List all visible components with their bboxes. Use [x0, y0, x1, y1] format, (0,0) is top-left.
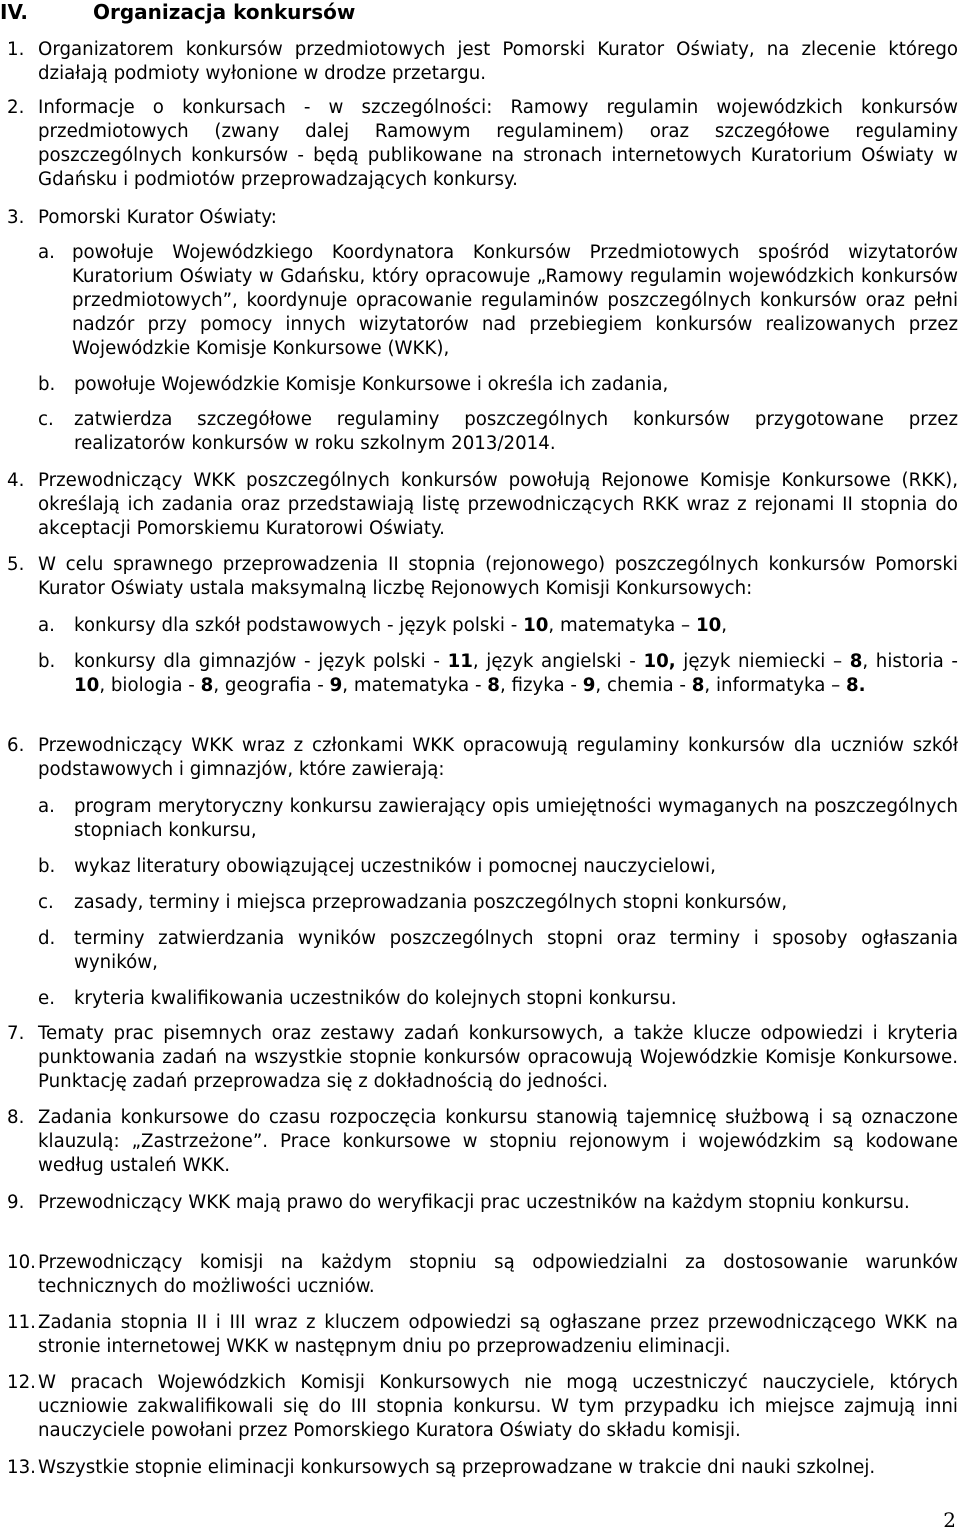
sub-item-letter: b. [38, 374, 56, 395]
list-item-9 [0, 1191, 958, 1215]
sub-item-6d [38, 927, 958, 975]
list-item-2 [0, 96, 958, 192]
sub-item-letter: a. [38, 796, 55, 817]
sub-item-text: konkursy dla szkół podstawowych - język polski - 10, matematyka – 10, [74, 615, 728, 636]
page-number: 2 [943, 1508, 956, 1532]
item-number: 2. [7, 97, 25, 118]
sub-item-3a [38, 241, 958, 361]
sub-item-6c [38, 891, 958, 915]
list-item-13 [0, 1456, 958, 1480]
list-item-5 [0, 553, 958, 601]
item-text: Przewodniczący komisji na każdym stopniu są odpowiedzialni za dostosowanie warunków technicznych do możliwości uczniów. [38, 1252, 958, 1297]
sub-item-letter: a. [38, 615, 55, 636]
list-item-7 [0, 1022, 958, 1094]
item-number: 11. [7, 1312, 36, 1333]
sub-item-letter: d. [38, 928, 56, 949]
section-number: IV. [0, 0, 28, 24]
sub-item-letter: c. [38, 409, 54, 430]
sub-item-letter: e. [38, 988, 55, 1009]
item-text: W pracach Wojewódzkich Komisji Konkursowych nie mogą uczestniczyć nauczyciele, których uczniowie zakwalifikowali się do III stopnia konkursu. W tym przypadku ich miejsce zajmują inni nauczyciele powołani przez Pomorskiego Kuratora Oświaty do składu komisji. [38, 1372, 958, 1441]
sub-item-6a [38, 795, 958, 843]
item-number: 8. [7, 1107, 25, 1128]
sub-item-text: powołuje Wojewódzkie Komisje Konkursowe i określa ich zadania, [74, 374, 669, 395]
sub-item-text: terminy zatwierdzania wyników poszczególnych stopni oraz terminy i sposoby ogłaszania wyników, [74, 928, 958, 973]
list-item-12 [0, 1371, 958, 1443]
sub-item-5b [38, 650, 958, 698]
sub-item-text: zatwierdza szczegółowe regulaminy poszczególnych konkursów przygotowane przez realizatorów konkursów w roku szkolnym 2013/2014. [74, 409, 958, 454]
list-item-1 [0, 38, 958, 86]
list-item-3 [0, 206, 958, 230]
item-text: Przewodniczący WKK poszczególnych konkursów powołują Rejonowe Komisje Konkursowe (RKK), określają ich zadania oraz przedstawiają listę przewodniczących RKK wraz z rejonami II stopnia do akceptacji Pomorskiemu Kuratorowi Oświaty. [38, 470, 958, 539]
list-item-4 [0, 469, 958, 541]
sub-item-text: konkursy dla gimnazjów - język polski - 11, język angielski - 10, język niemiecki – 8, historia - 10, biologia - 8, geografia - 9, matematyka - 8, fizyka - 9, chemia - 8, informatyka – 8. [74, 651, 958, 696]
sub-item-text: zasady, terminy i miejsca przeprowadzania poszczególnych stopni konkursów, [74, 892, 788, 913]
item-text: Pomorski Kurator Oświaty: [38, 207, 277, 228]
item-text: Zadania konkursowe do czasu rozpoczęcia konkursu stanowią tajemnicę służbową i są oznaczone klauzulą: „Zastrzeżone”. Prace konkursowe w stopniu rejonowym i wojewódzkim są kodowane według ustaleń WKK. [38, 1107, 958, 1176]
item-number: 4. [7, 470, 25, 491]
sub-item-letter: b. [38, 856, 56, 877]
item-number: 10. [7, 1252, 36, 1273]
sub-item-text: powołuje Wojewódzkiego Koordynatora Konkursów Przedmiotowych spośród wizytatorów Kuratorium Oświaty w Gdańsku, który opracowuje „Ramowy regulamin wojewódzkich konkursów przedmiotowych”, koordynuje opracowanie regulaminów poszczególnych konkursów oraz pełni nadzór przy pomocy innych wizytatorów nad przebiegiem konkursów realizowanych przez Wojewódzkie Komisje Konkursowe (WKK), [72, 242, 958, 359]
item-number: 7. [7, 1023, 25, 1044]
list-item-6 [0, 734, 958, 782]
item-number: 13. [7, 1457, 36, 1478]
item-number: 5. [7, 554, 25, 575]
sub-item-3b [38, 373, 958, 397]
sub-item-3c [38, 408, 958, 456]
item-number: 6. [7, 735, 25, 756]
item-text: Tematy prac pisemnych oraz zestawy zadań konkursowych, a także klucze odpowiedzi i kryteria punktowania zadań na wszystkie stopnie konkursów opracowują Wojewódzkie Komisje Konkursowe. Punktację zadań przeprowadza się z dokładnością do jedności. [38, 1023, 958, 1092]
list-item-11 [0, 1311, 958, 1359]
sub-item-5a [38, 614, 958, 638]
item-text: Przewodniczący WKK wraz z członkami WKK opracowują regulaminy konkursów dla uczniów szkół podstawowych i gimnazjów, które zawierają: [38, 735, 958, 780]
item-text: W celu sprawnego przeprowadzenia II stopnia (rejonowego) poszczególnych konkursów Pomorski Kurator Oświaty ustala maksymalną liczbę Rejonowych Komisji Konkursowych: [38, 554, 958, 599]
item-text: Organizatorem konkursów przedmiotowych jest Pomorski Kurator Oświaty, na zlecenie którego działają podmioty wyłonione w drodze przetargu. [38, 39, 958, 84]
sub-item-6e [38, 987, 958, 1011]
list-item-10 [0, 1251, 958, 1299]
sub-item-letter: c. [38, 892, 54, 913]
item-number: 12. [7, 1372, 36, 1393]
sub-item-6b [38, 855, 958, 879]
item-number: 3. [7, 207, 25, 228]
item-number: 1. [7, 39, 25, 60]
item-text: Przewodniczący WKK mają prawo do weryfikacji prac uczestników na każdym stopniu konkursu. [38, 1192, 910, 1213]
sub-item-text: program merytoryczny konkursu zawierający opis umiejętności wymaganych na poszczególnych stopniach konkursu, [74, 796, 958, 841]
sub-item-letter: a. [38, 242, 55, 263]
item-text: Zadania stopnia II i III wraz z kluczem odpowiedzi są ogłaszane przez przewodniczącego WKK na stronie internetowej WKK w następnym dniu po przeprowadzeniu eliminacji. [38, 1312, 958, 1357]
list-item-8 [0, 1106, 958, 1178]
sub-item-letter: b. [38, 651, 56, 672]
item-number: 9. [7, 1192, 25, 1213]
item-text: Informacje o konkursach - w szczególności: Ramowy regulamin wojewódzkich konkursów przedmiotowych (zwany dalej Ramowym regulaminem) oraz szczegółowe regulaminy poszczególnych konkursów - będą publikowane na stronach internetowych Kuratorium Oświaty w Gdańsku i podmiotów przeprowadzających konkursy. [38, 97, 958, 190]
sub-item-text: kryteria kwalifikowania uczestników do kolejnych stopni konkursu. [74, 988, 677, 1009]
section-title: Organizacja konkursów [93, 0, 356, 24]
section-heading [0, 0, 355, 24]
sub-item-text: wykaz literatury obowiązującej uczestników i pomocnej nauczycielowi, [74, 856, 716, 877]
item-text: Wszystkie stopnie eliminacji konkursowych są przeprowadzane w trakcie dni nauki szkolnej. [38, 1457, 876, 1478]
